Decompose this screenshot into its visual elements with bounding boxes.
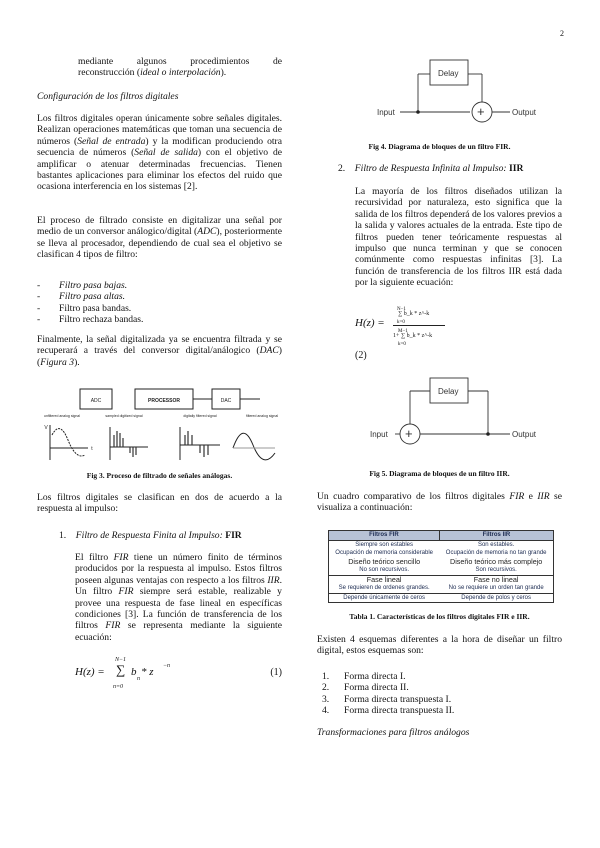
filter-type-list: [37, 280, 282, 326]
list-item: - Filtro pasa altas.: [37, 291, 282, 302]
schemes-list: [322, 671, 562, 717]
table-cell: Depende únicamente de ceros: [343, 594, 426, 601]
figure-3-caption: Fig 3. Proceso de filtrado de señales análogas.: [86, 471, 233, 480]
table-cell: Son estables.: [477, 541, 515, 548]
table-cell: Siempre son estables: [355, 541, 413, 548]
list-item: - Filtro pasa bandas.: [37, 303, 282, 314]
table-row: [329, 540, 554, 549]
paragraph-comparison: Un cuadro comparativo de los filtros digitales FIR e IIR se visualiza a continuación:: [317, 491, 562, 514]
intro-line: mediante algunos procedimientos de: [78, 56, 282, 67]
table-cell: Diseño teórico sencillo: [348, 556, 421, 566]
table-cell: Depende de polos y ceros: [461, 594, 531, 601]
figure-5-caption: Fig 5. Diagrama de bloques de un filtro IIR.: [369, 469, 510, 478]
table-cell: Ocupación de memoria considerable: [335, 550, 434, 556]
output-label: Output: [512, 108, 537, 117]
axis-t-label: t: [91, 446, 93, 452]
table-row: [329, 566, 554, 575]
intro-line: reconstrucción (ideal o interpolación).: [78, 67, 227, 79]
section-heading: Transformaciones para filtros análogos: [317, 727, 470, 738]
table-cell: Se requieren de ordenes grandes.: [338, 585, 430, 591]
table-1-caption: Tabla 1. Características de los filtros digitales FIR e IIR.: [349, 612, 530, 621]
iir-block-diagram: [360, 372, 560, 457]
adc-processor-dac-diagram: [40, 385, 280, 465]
table-cell: No son recursivos.: [359, 567, 409, 573]
delay-label: Delay: [438, 69, 459, 78]
signal-label: sampled digitized signal: [105, 414, 143, 418]
equation-2: H(z) = N−1 ∑ b_k * z^-k k=0 M−1 1+ ∑ b_k * z^-k k=0 (2): [355, 304, 475, 366]
paragraph-dac: Finalmente, la señal digitalizada ya se encuentra filtrada y se recuperará a través del conversor digital/análogico (DAC) (Figura 3).: [37, 334, 282, 368]
equation-1: H(z) = N−1 ∑ n=0 b n * z −n (1): [75, 657, 282, 690]
table-row: [329, 575, 554, 584]
delay-label: Delay: [438, 387, 459, 396]
paragraph-iir: La mayoría de los filtros diseñados utilizan la recursividad por naturaleza, esto significa que la salida de los filtros dependerá de los valores previos a la salida y valores actuales de la entrada. Este tipo de filtros pueden tener teóricamente respuestas al impulso que nunca terminan y que se conocen comúnmente como respuestas infinitas [3]. La función de transferencia de los filtros IIR está dada por la siguiente ecuación:: [355, 186, 563, 289]
list-item: 1. Forma directa I.: [322, 671, 406, 682]
table-header: Filtros IIR: [439, 531, 553, 541]
table-cell: Fase no lineal: [473, 574, 519, 584]
signal-label: unfiltered analog signal: [44, 414, 80, 418]
fir-item-heading: 1. Filtro de Respuesta Finita al Impulso: FIR: [59, 530, 242, 541]
list-item: - Filtro pasa bajas.: [37, 280, 282, 291]
table-cell: Fase lineal: [366, 574, 402, 584]
dac-label: DAC: [220, 398, 232, 404]
list-item: 4. Forma directa transpuesta II.: [322, 705, 455, 717]
signal-label: filtered analog signal: [245, 414, 279, 418]
axis-v-label: V: [44, 425, 48, 431]
comparison-table: [328, 530, 554, 603]
paragraph-classification: Los filtros digitales se clasifican en dos de acuerdo a la respuesta al impulso:: [37, 492, 282, 515]
iir-item-heading: 2. Filtro de Respuesta Infinita al Impulso: IIR: [338, 163, 524, 174]
table-cell: Ocupación de memoria no tan grande: [445, 550, 547, 556]
figure-4-caption: Fig 4. Diagrama de bloques de un filtro FIR.: [368, 142, 511, 151]
adder-icon: +: [477, 104, 485, 119]
paragraph-process: El proceso de filtrado consiste en digitalizar una señal por medio de un conversor análogico/digital (ADC), posteriormente se lleva al procesador, dependiendo de cual sea el objetivo se clasifican 4 tipos de filtro:: [37, 215, 282, 261]
section-heading: Configuración de los filtros digitales: [37, 91, 179, 102]
list-item: - Filtro rechaza bandas.: [37, 314, 282, 325]
input-label: Input: [377, 108, 395, 117]
adc-label: ADC: [90, 398, 102, 404]
input-label: Input: [370, 430, 388, 439]
intro-continuation: [78, 56, 282, 79]
paragraph-schemes: Existen 4 esquemas diferentes a la hora de diseñar un filtro digital, estos esquemas son:: [317, 634, 562, 657]
table-row: [329, 584, 554, 593]
output-label: Output: [512, 430, 537, 439]
page-number: 2: [560, 29, 564, 38]
processor-label: PROCESSOR: [148, 398, 180, 404]
table-cell: No se requiere un orden tan grande: [448, 585, 544, 591]
fir-block-diagram: [360, 45, 560, 135]
table-row: [329, 558, 554, 567]
signal-label: digitally filtered signal: [183, 414, 217, 418]
paragraph-fir: El filtro FIR tiene un número finito de términos producidos por la respuesta al impulso. Estos filtros poseen algunas ventajas con respecto a los filtros IIR. Un filtro FIR siempre será estable, realizable y provee una respuesta de fase lineal en específicas condiciones [3]. La función de transferencia de los filtros FIR se representa mediante la siguiente ecuación:: [75, 552, 282, 643]
list-item: 2. Forma directa II.: [322, 682, 409, 694]
table-cell: Diseño teórico más complejo: [450, 556, 543, 566]
list-item: 3. Forma directa transpuesta I.: [322, 693, 452, 705]
table-row: [329, 593, 554, 603]
adder-icon: +: [405, 426, 413, 441]
paragraph-intro: Los filtros digitales operan únicamente sobre señales digitales. Realizan operaciones matemáticas que toman una secuencia de números (Señal de entrada) y la modifican produciendo otra secuencia de números (Señal de salida) con el objetivo de amplificar o atenuar determinadas frecuencias. Tienen bastantes aplicaciones para eliminar los efectos del ruido que ocasiona interferencia en los sistemas [2].: [37, 113, 282, 193]
table-header: Filtros FIR: [329, 531, 440, 541]
table-cell: Son recursivos.: [475, 567, 517, 573]
